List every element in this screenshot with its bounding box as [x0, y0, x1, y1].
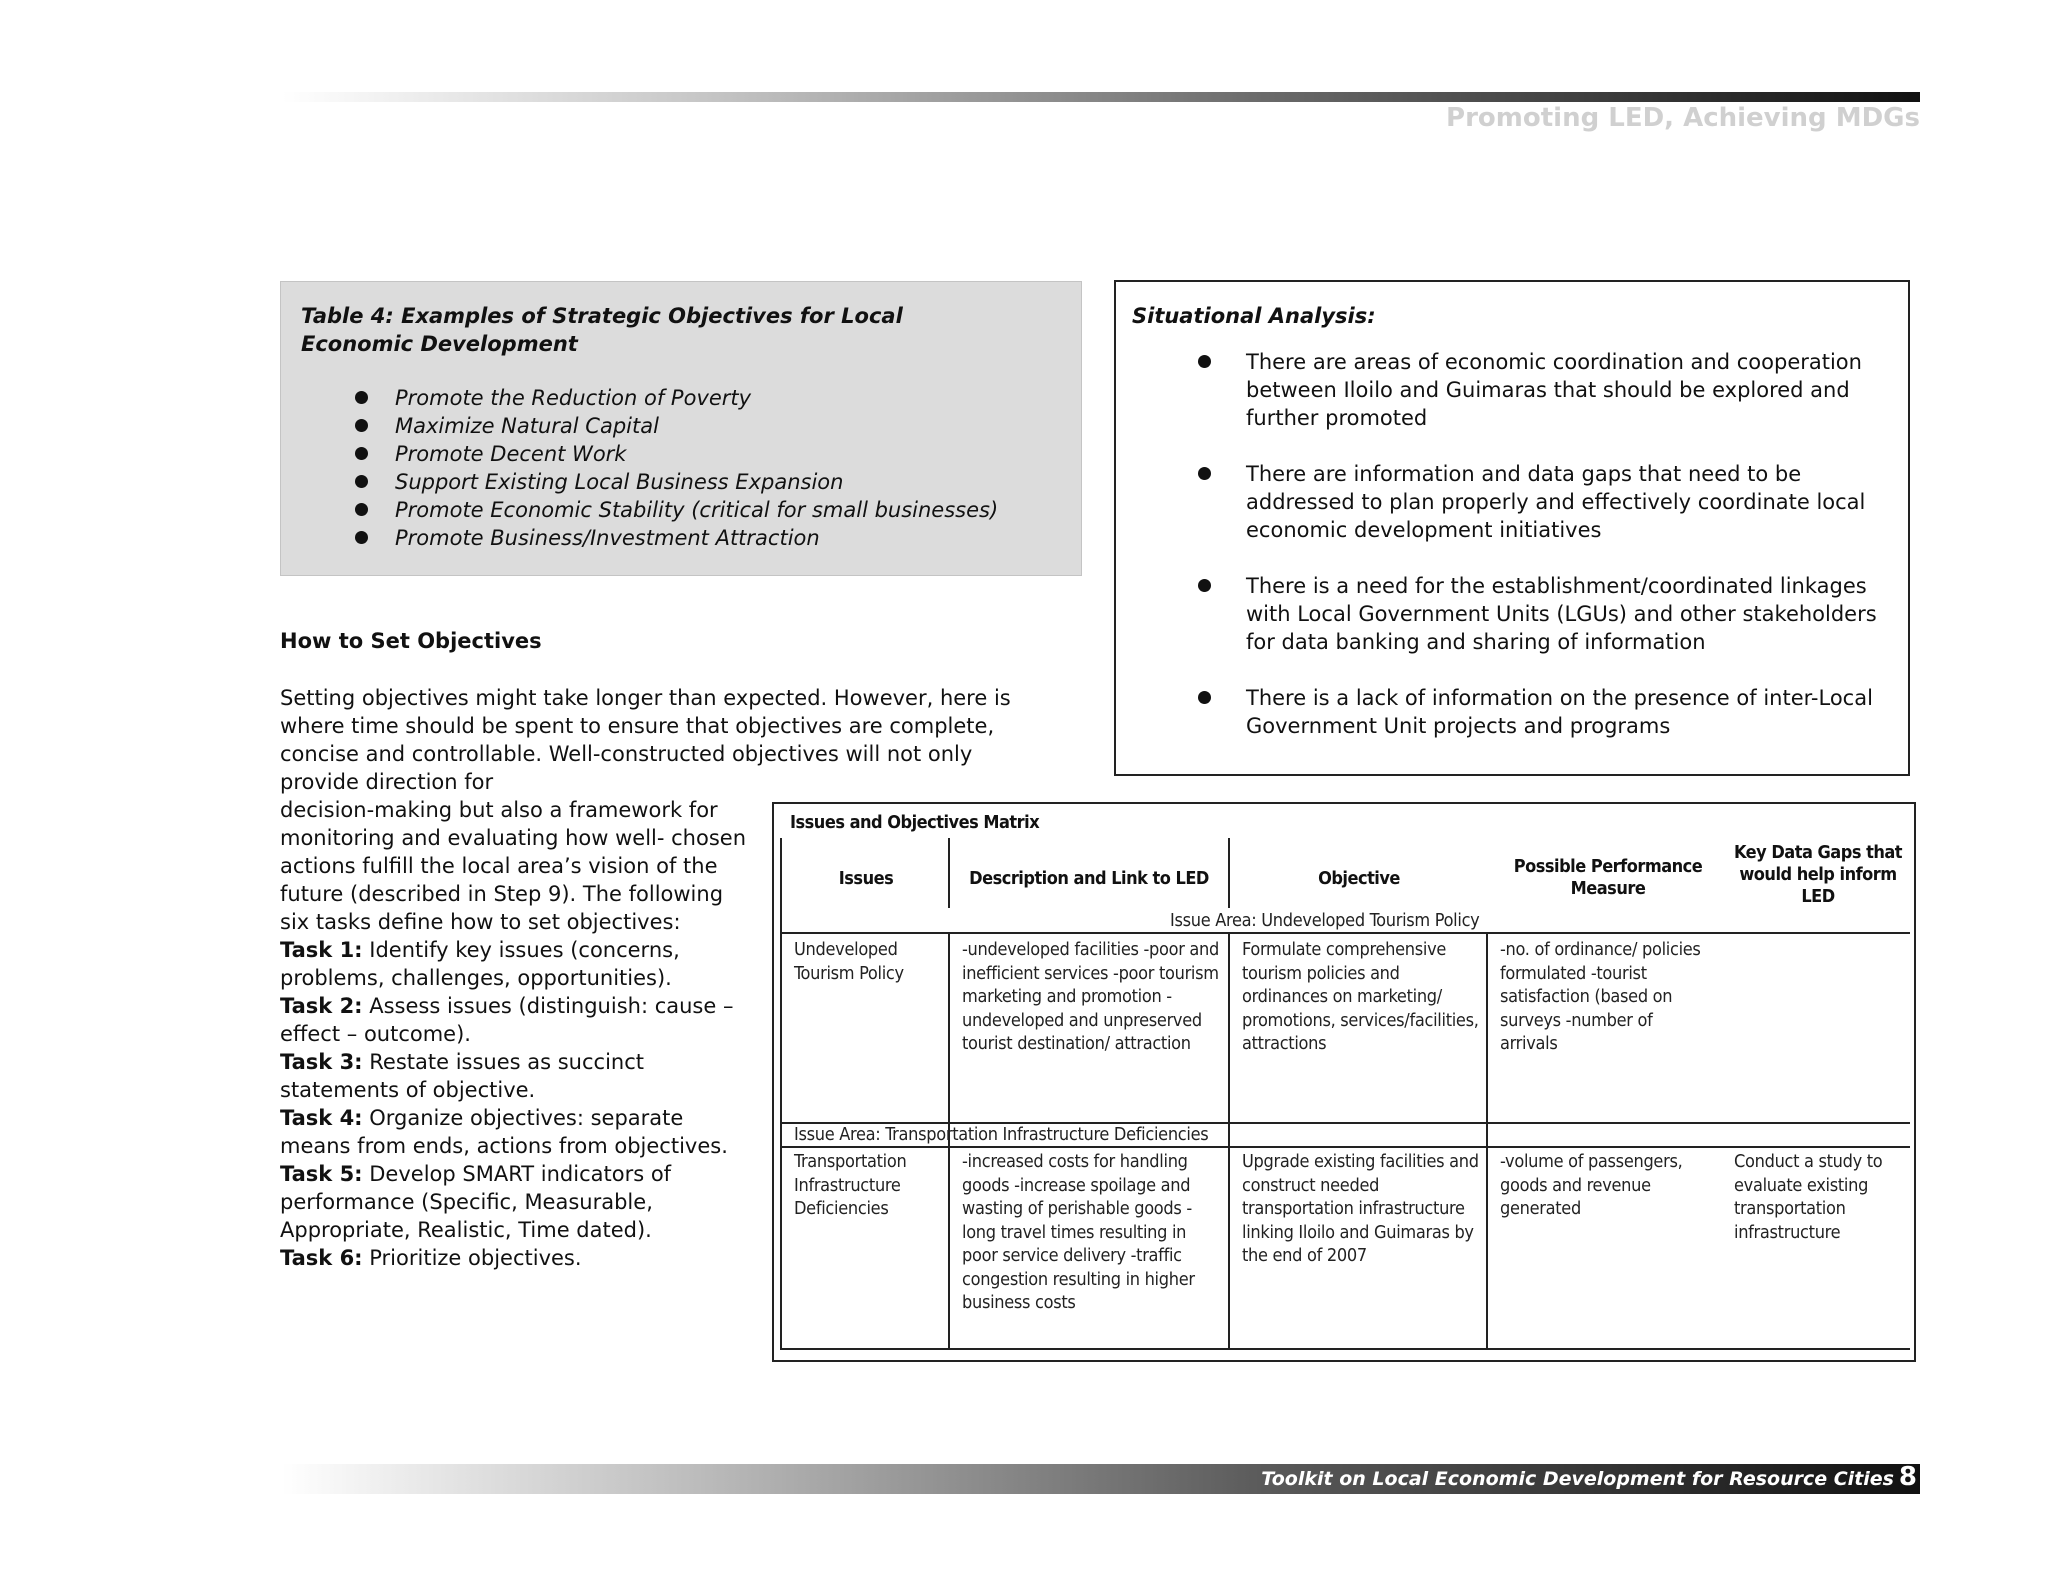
- list-item: There is a lack of information on the presence of inter-Local Government Unit projects and programs: [1198, 684, 1892, 740]
- cell-measure: -no. of ordinance/ policies formulated -tourist satisfaction (based on surveys -number of arrivals: [1500, 939, 1701, 1054]
- list-item: Promote Business/Investment Attraction: [355, 524, 1061, 552]
- cell-issue: Transportation Infrastructure Deficiencies: [794, 1151, 907, 1219]
- header-issues: Issues: [838, 868, 894, 889]
- list-item: Promote Economic Stability (critical for small businesses): [355, 496, 1061, 524]
- running-header-title: Promoting LED, Achieving MDGs: [1446, 103, 1920, 133]
- bullet-icon: [355, 419, 368, 432]
- cell-description: -increased costs for handling goods -increase spoilage and wasting of perishable goods -long travel times resulting in poor service delivery -traffic congestion resulting in higher business costs: [962, 1151, 1195, 1313]
- task-item: Task 4: Organize objectives: separate means from ends, actions from objectives.: [280, 1106, 728, 1158]
- task-item: Task 6: Prioritize objectives.: [280, 1246, 582, 1270]
- list-item: There are information and data gaps that need to be addressed to plan properly and effectively coordinate local economic development initiatives: [1198, 460, 1892, 544]
- bullet-icon: [1198, 691, 1211, 704]
- objectives-list: [301, 384, 1061, 552]
- grid-line: [780, 1146, 1910, 1148]
- grid-line: [1486, 932, 1488, 1350]
- task-item: Task 2: Assess issues (distinguish: cause – effect – outcome).: [280, 994, 734, 1046]
- strategic-objectives-box: [280, 281, 1082, 576]
- grid-line: [1228, 932, 1230, 1350]
- bullet-icon: [355, 391, 368, 404]
- issue-area-label: Issue Area: Undeveloped Tourism Policy: [1170, 910, 1480, 931]
- list-item: Promote the Reduction of Poverty: [355, 384, 1061, 412]
- section-heading: How to Set Objectives: [280, 629, 542, 653]
- cell-measure: -volume of passengers, goods and revenue generated: [1500, 1151, 1683, 1219]
- header-rule: [282, 92, 1920, 102]
- cell-issue: Undeveloped Tourism Policy: [794, 939, 904, 984]
- list-item: There is a need for the establishment/coordinated linkages with Local Government Units (LGUs) and other stakeholders for data banking and sharing of information: [1198, 572, 1892, 656]
- task-list: [280, 936, 760, 1272]
- sidebox-title: Table 4: Examples of Strategic Objectives for Local Economic Development: [301, 304, 903, 356]
- header-data-gaps: Key Data Gaps that would help inform LED: [1733, 842, 1903, 907]
- header-objective: Objective: [1318, 868, 1400, 889]
- task-item: Task 1: Identify key issues (concerns, problems, challenges, opportunities).: [280, 938, 680, 990]
- bullet-icon: [1198, 467, 1211, 480]
- grid-line: [780, 932, 1910, 934]
- matrix-title: Issues and Objectives Matrix: [790, 812, 1040, 833]
- header-measure: Possible Performance Measure: [1513, 856, 1703, 899]
- bullet-icon: [355, 531, 368, 544]
- analysis-title: Situational Analysis:: [1132, 304, 1376, 328]
- list-item: Support Existing Local Business Expansion: [355, 468, 1061, 496]
- header-description: Description and Link to LED: [969, 868, 1209, 889]
- task-item: Task 3: Restate issues as succinct statements of objective.: [280, 1050, 645, 1102]
- bullet-icon: [355, 447, 368, 460]
- cell-objective: Formulate comprehensive tourism policies and ordinances on marketing/ promotions, services/facilities, attractions: [1242, 939, 1479, 1054]
- bullet-icon: [355, 475, 368, 488]
- bullet-icon: [1198, 579, 1211, 592]
- cell-objective: Upgrade existing facilities and construct needed transportation infrastructure linking Iloilo and Guimaras by the end of 2007: [1242, 1151, 1479, 1266]
- cell-data-gaps: Conduct a study to evaluate existing transportation infrastructure: [1734, 1151, 1883, 1243]
- cell-description: -undeveloped facilities -poor and inefficient services -poor tourism marketing and promotion -undeveloped and unpreserved tourist destination/ attraction: [962, 939, 1219, 1054]
- footer-title: Toolkit on Local Economic Development for Resource Cities: [1261, 1468, 1894, 1490]
- paragraph-narrow: decision-making but also a framework for monitoring and evaluating how well- chosen actions fulfill the local area’s vision of the future (described in Step 9). The following six tasks define how to set objectives:: [280, 798, 747, 934]
- issues-objectives-matrix: [772, 802, 1916, 1362]
- list-item: There are areas of economic coordination and cooperation between Iloilo and Guimaras that should be explored and further promoted: [1198, 348, 1892, 432]
- list-item: Maximize Natural Capital: [355, 412, 1061, 440]
- grid-line: [1228, 838, 1230, 908]
- bullet-icon: [1198, 355, 1211, 368]
- grid-line: [780, 838, 782, 1350]
- list-item: Promote Decent Work: [355, 440, 1061, 468]
- situational-analysis-box: [1114, 280, 1910, 776]
- grid-line: [780, 1348, 1910, 1350]
- paragraph-wide: Setting objectives might take longer than expected. However, here is where time should be spent to ensure that objectives are complete, concise and controllable. Well-constructed objectives will not only provide direction for: [280, 686, 1011, 794]
- task-item: Task 5: Develop SMART indicators of performance (Specific, Measurable, Appropriate, Realistic, Time dated).: [280, 1162, 672, 1242]
- grid-line: [948, 838, 950, 908]
- page-number: 8: [1898, 1462, 1917, 1492]
- analysis-list: [1132, 348, 1892, 740]
- issue-area-label: Issue Area: Transportation Infrastructure Deficiencies: [794, 1124, 1209, 1145]
- bullet-icon: [355, 503, 368, 516]
